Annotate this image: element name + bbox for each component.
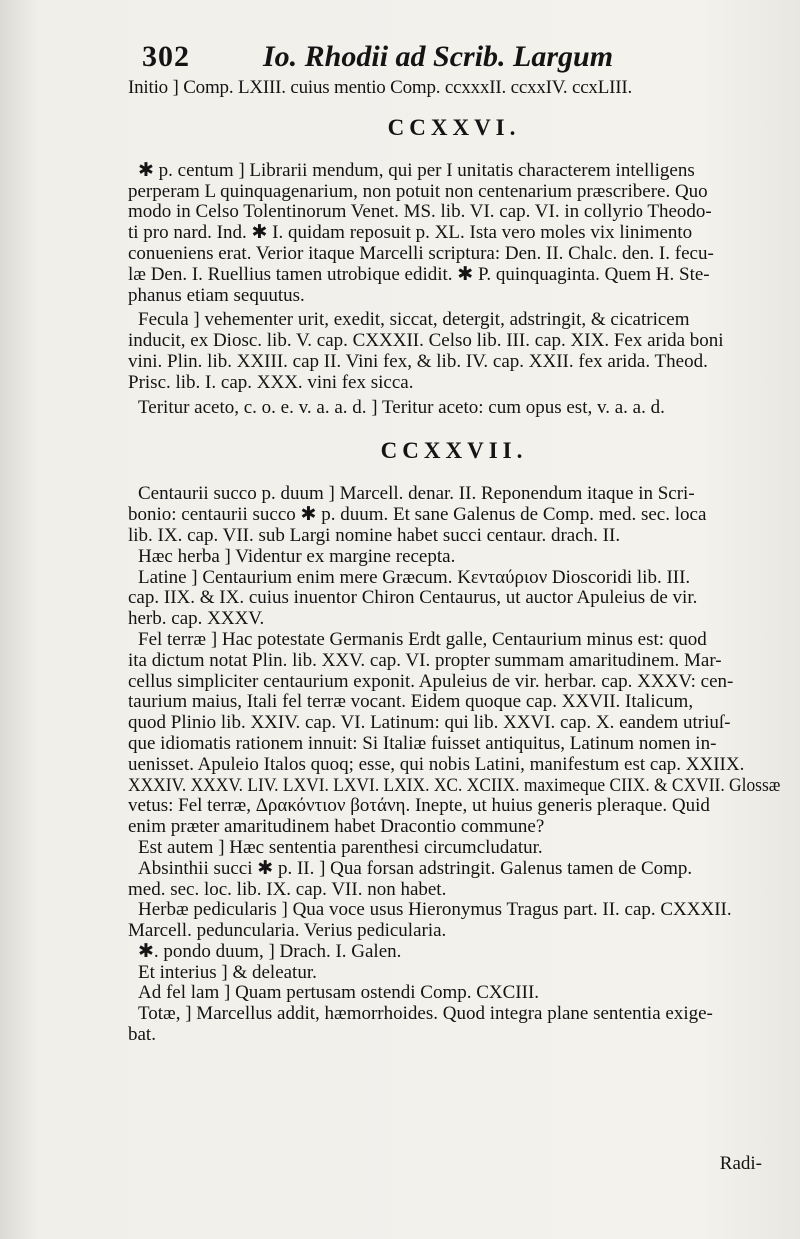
text-line: vetus: Fel terræ, Δρακόντιον βοτάνη. Inepte, ut huius generis pleraque. Quid xyxy=(128,796,710,817)
section-226-body xyxy=(128,161,780,419)
text-line: Ad fel lam ] Quam pertusam ostendi Comp. CXCIII. xyxy=(138,983,540,1004)
text-line: quod Plinio lib. XXIV. cap. VI. Latinum: qui lib. XXVI. cap. X. eandem utriuſ- xyxy=(128,713,731,734)
text-line: Centaurii succo p. duum ] Marcell. denar. II. Reponendum itaque in Scri- xyxy=(138,484,695,505)
text-line: herb. cap. XXXV. xyxy=(128,609,265,630)
text-line: cap. IIX. & IX. cuius inuentor Chiron Centaurus, ut auctor Apuleius de vir. xyxy=(128,588,698,609)
text-line: Et interius ] & deleatur. xyxy=(138,962,317,983)
running-title: Io. Rhodii ad Scrib. Largum xyxy=(263,40,614,73)
text-line: Herbæ pedicularis ] Qua voce usus Hieronymus Tragus part. II. cap. CXXXII. xyxy=(138,900,732,921)
text-line: vini. Plin. lib. XXIII. cap II. Vini fex, & lib. IV. cap. XXII. fex arida. Theod. xyxy=(128,351,708,372)
text-line: ita dictum notat Plin. lib. XXV. cap. VI. propter summam amaritudinem. Mar- xyxy=(128,650,722,671)
text-line: perperam L quinquagenarium, non potuit non centenarium præscribere. Quo xyxy=(128,181,708,202)
text-line: ✱. pondo duum, ] Drach. I. Galen. xyxy=(138,941,402,962)
page-body xyxy=(128,78,780,1046)
text-line: med. sec. loc. lib. IX. cap. VII. non habet. xyxy=(128,879,447,900)
text-line: Absinthii succi ✱ p. II. ] Qua forsan adstringit. Galenus tamen de Comp. xyxy=(138,858,693,879)
text-line: Hæc herba ] Videntur ex margine recepta. xyxy=(138,546,456,567)
text-line: bonio: centaurii succo ✱ p. duum. Et sane Galenus de Comp. med. sec. loca xyxy=(128,505,707,526)
text-line: Marcell. peduncularia. Verius pedicularia. xyxy=(128,921,447,942)
text-line: Latine ] Centaurium enim mere Græcum. Κενταύριον Dioscoridi lib. III. xyxy=(138,567,691,588)
catchword: Radi- xyxy=(719,1153,762,1174)
text-line: XXXIV. XXXV. LIV. LXVI. LXVI. LXIX. XC. XCIIX. maximeque CIIX. & CXVII. Glossæ xyxy=(128,774,781,796)
text-line: Fel terræ ] Hac potestate Germanis Erdt galle, Centaurium minus est: quod xyxy=(138,629,707,650)
text-line: Fecula ] vehementer urit, exedit, siccat, detergit, adstringit, & cicatricem xyxy=(138,310,690,331)
text-line: bat. xyxy=(128,1025,156,1046)
section-heading-227: CCXXVII. xyxy=(380,438,528,464)
text-line: taurium maius, Itali fel terræ vocant. Eidem quoque cap. XXVII. Italicum, xyxy=(128,692,694,713)
page-number: 302 xyxy=(142,40,190,73)
section-heading-226: CCXXVI. xyxy=(387,114,521,140)
text-line: cellus simpliciter centaurium exponit. Apuleius de vir. herbar. cap. XXXV: cen- xyxy=(128,671,734,692)
text-line: Est autem ] Hæc sententia parenthesi circumcludatur. xyxy=(138,837,543,858)
text-line: lib. IX. cap. VII. sub Largi nomine habet succi centaur. drach. II. xyxy=(128,525,621,546)
page-header xyxy=(128,38,768,78)
text-line: inducit, ex Diosc. lib. V. cap. CXXXII. Celso lib. III. cap. XIX. Fex arida boni xyxy=(128,331,724,352)
text-line: Prisc. lib. I. cap. XXX. vini fex sicca. xyxy=(128,372,414,393)
text-line: ti pro nard. Ind. ✱ I. quidam reposuit p. XL. Ista vero moles vix linimento xyxy=(128,223,693,244)
intro-line: Initio ] Comp. LXIII. cuius mentio Comp. ccxxxII. ccxxIV. ccxLIII. xyxy=(128,78,633,98)
text-line: enim præter amaritudinem habet Dracontio commune? xyxy=(128,817,545,838)
text-line: Totæ, ] Marcellus addit, hæmorrhoides. Quod integra plane sententia exige- xyxy=(138,1004,713,1025)
text-line: Teritur aceto, c. o. e. v. a. a. d. ] Teritur aceto: cum opus est, v. a. a. d. xyxy=(138,397,665,418)
text-line: ✱ p. centum ] Librarii mendum, qui per I unitatis characterem intelligens xyxy=(138,160,695,181)
text-line: conueniens erat. Verior itaque Marcelli scriptura: Den. II. Chalc. den. I. fecu- xyxy=(128,243,714,264)
text-line: phanus etiam sequutus. xyxy=(128,285,305,306)
section-227-body xyxy=(128,484,780,1046)
text-line: læ Den. I. Ruellius tamen utrobique edidit. ✱ P. quinquaginta. Quem H. Ste- xyxy=(128,264,710,285)
text-line: que idiomatis rationem innuit: Si Italiæ fuisset antiquitus, Latinum nomen in- xyxy=(128,733,717,754)
text-line: modo in Celso Tolentinorum Venet. MS. lib. VI. cap. VI. in collyrio Theodo- xyxy=(128,202,712,223)
text-line: uenisset. Apuleio Italos quoq; esse, qui nobis Latini, manifestum est cap. XXIIX. xyxy=(128,754,745,775)
